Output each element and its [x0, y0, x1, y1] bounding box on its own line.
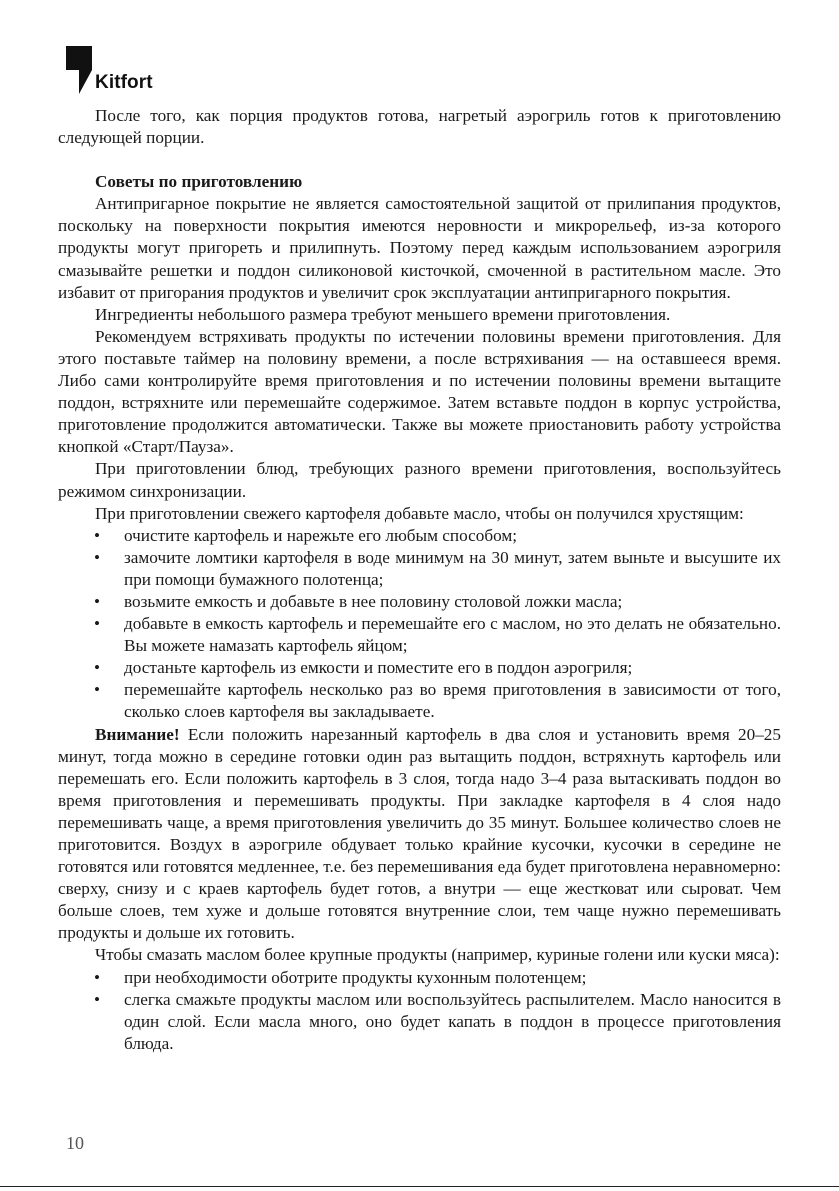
list-item: • перемешайте картофель несколько раз во время приготовления в зависимости от того, сколько слоев картофеля вы закладываете. — [124, 679, 781, 723]
kitfort-logo-icon — [66, 46, 92, 94]
list-item: • очистите картофель и нарежьте его любым способом; — [124, 525, 781, 547]
list-item: • при необходимости оботрите продукты кухонным полотенцем; — [124, 967, 781, 989]
section-heading-cooking-tips: Советы по приготовлению — [95, 172, 303, 192]
page-content — [58, 105, 781, 1055]
paragraph-small-ingredients: Ингредиенты небольшого размера требуют меньшего времени приготовления. — [95, 304, 671, 324]
paragraph-large-products: Чтобы смазать маслом более крупные продукты (например, куриные голени или куски мяса): — [95, 945, 780, 965]
list-item: • добавьте в емкость картофель и перемешайте его с маслом, но это делать не обязательно. Вы можете намазать картофель яйцом; — [124, 613, 781, 657]
list-item: • возьмите емкость и добавьте в нее половину столовой ложки масла; — [124, 591, 781, 613]
kitfort-logo — [66, 46, 153, 94]
list-item: • слегка смажьте продукты маслом или воспользуйтесь распылителем. Масло наносится в один слой. Если масла много, оно будет капать в поддон в процессе приготовления блюда. — [124, 989, 781, 1055]
bottom-divider — [0, 1186, 839, 1187]
potato-steps-list — [58, 525, 781, 724]
paragraph-warning — [58, 724, 781, 945]
page-number: 10 — [66, 1133, 84, 1153]
list-item: • замочите ломтики картофеля в воде минимум на 30 минут, затем выньте и высушите их при помощи бумажного полотенца; — [124, 547, 781, 591]
list-item: • достаньте картофель из емкости и поместите его в поддон аэрогриля; — [124, 657, 781, 679]
brand-name: Kitfort — [95, 72, 153, 93]
meat-steps-list — [58, 967, 781, 1055]
paragraph-sync-mode: При приготовлении блюд, требующих разного времени приготовления, воспользуйтесь режимом синхронизации. — [58, 459, 781, 501]
paragraph-fresh-potato: При приготовлении свежего картофеля добавьте масло, чтобы он получился хрустящим: — [95, 503, 744, 523]
warning-text: Если положить нарезанный картофель в два слоя и установить время 20–25 минут, тогда можно в середине готовки один раз вытащить поддон, встряхнуть картофель или перемешать его. Если положить картофель в 3 слоя, тогда надо 3–4 раза вытаскивать поддон во время приготовления и перемешивать продукты. При закладке картофеля в 4 слоя надо перемешивать чаще, а время приготовления увеличить до 35 минут. Большее количество слоев не приготовится. Воздух в аэрогриле обдувает только крайние кусочки, кусочки в середине не готовятся или готовятся медленнее, т.е. без перемешивания еда будет приготовлена неравномерно: сверху, снизу и с краев картофель будет готов, а внутри — еще жестковат или сыроват. Чем больше слоев, тем хуже и дольше готовятся внутренние слои, тем чаще нужно перемешивать продукты и дольше их готовить. — [58, 724, 781, 943]
spacer — [58, 149, 781, 171]
paragraph-shaking: Рекомендуем встряхивать продукты по истечении половины времени приготовления. Для этого поставьте таймер на половину времени, а после встряхивания — на оставшееся время. Либо сами контролируйте время приготовления и по истечении половины времени вытащите поддон, встряхните или перемешайте содержимое. Затем вставьте поддон в корпус устройства, приготовление продолжится автоматически. Также вы можете приостановить работу устройства кнопкой «Старт/Пауза». — [58, 326, 781, 457]
warning-label: Внимание! — [95, 724, 180, 744]
paragraph-nonstick-coating: Антипригарное покрытие не является самостоятельной защитой от прилипания продуктов, поскольку на поверхности покрытия имеются неровности и микрорельеф, из-за которого продукты могут пригореть и прилипнуть. Поэтому перед каждым использованием аэрогриля смазывайте решетки и поддон силиконовой кисточкой, смоченной в растительном масле. Это избавит от пригорания продуктов и увеличит срок эксплуатации антипригарного покрытия. — [58, 194, 781, 302]
paragraph-ready-portion: После того, как порция продуктов готова, нагретый аэрогриль готов к приготовлению следующей порции. — [58, 106, 781, 148]
